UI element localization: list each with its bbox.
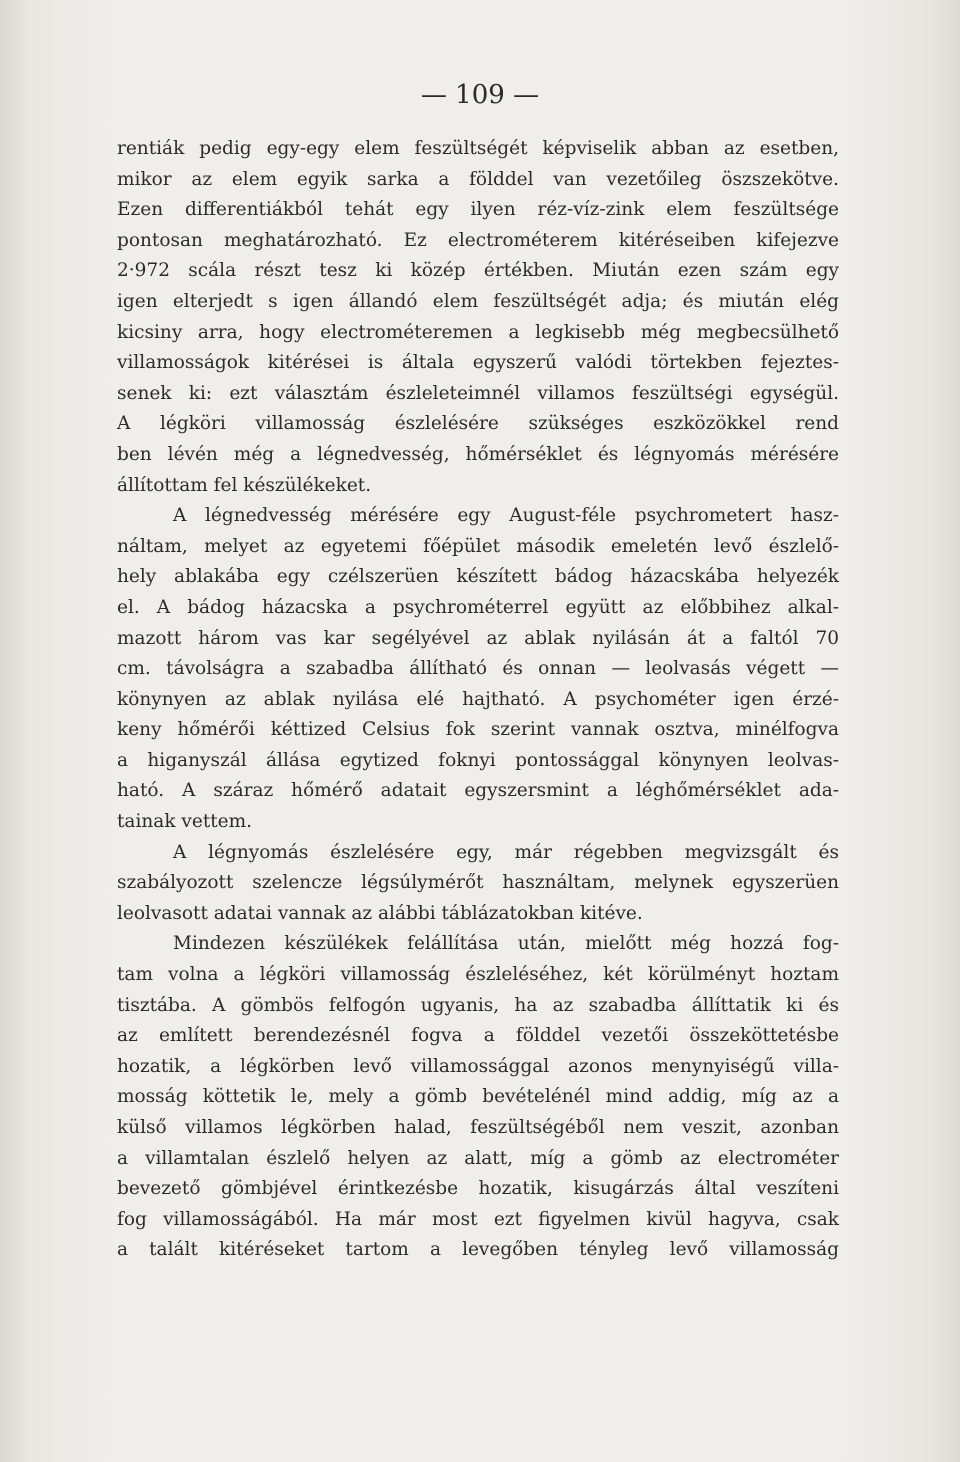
text-line: A légnedvesség mérésére egy August-féle psychrometert hasz-	[173, 505, 839, 527]
text-line: hozatik, a légkörben levő villamossággal azonos menynyiségű villa-	[117, 1055, 839, 1077]
text-line: A légnyomás észlelésére egy, már régebben megvizsgált és	[173, 841, 839, 863]
text-line: könynyen az ablak nyilása elé hajtható. A psychométer igen érzé-	[117, 688, 839, 710]
text-line: rentiák pedig egy-egy elem feszültségét képviselik abban az esetben,	[117, 138, 839, 159]
body-text	[117, 134, 839, 1266]
text-line: pontosan meghatározható. Ez electrométerem kitéréseiben kifejezve	[117, 229, 839, 251]
text-line: cm. távolságra a szabadba állítható és onnan — leolvasás végett —	[117, 658, 839, 680]
text-line: villamosságok kitérései is általa egyszerű valódi törtekben fejeztes-	[117, 352, 839, 374]
text-line: tisztába. A gömbös felfogón ugyanis, ha az szabadba állíttatik ki és	[117, 994, 839, 1016]
text-line: keny hőmérői kéttized Celsius fok szerint vannak osztva, minélfogva	[117, 719, 839, 741]
page-number: — 109 —	[420, 80, 540, 110]
text-line: állítottam fel készülékeket.	[117, 474, 372, 496]
text-line: el. A bádog házacska a psychrométerrel együtt az előbbihez alkal-	[117, 596, 839, 618]
text-line: külső villamos légkörben halad, feszültségéből nem veszit, azonban	[117, 1117, 839, 1138]
text-line: tam volna a légköri villamosság észleléséhez, két körülményt hoztam	[117, 964, 839, 986]
text-line: mosság köttetik le, mely a gömb bevételénél mind addig, míg az a	[117, 1086, 839, 1108]
text-line: senek ki: ezt választám észleleteimnél villamos feszültségi egységül.	[117, 382, 839, 404]
text-line: mazott három vas kar segélyével az ablak nyilásán át a faltól 70	[117, 627, 839, 649]
text-line: igen elterjedt s igen állandó elem feszültségét adja; és miután elég	[117, 290, 839, 312]
text-line: A légköri villamosság észlelésére szükséges eszközökkel rend	[117, 413, 839, 435]
text-line: náltam, melyet az egyetemi főépület második emeletén levő észlelő-	[117, 535, 839, 557]
text-line: hely ablakába egy czélszerüen készített bádog házacskába helyezék	[117, 566, 839, 588]
text-line: a talált kitéréseket tartom a levegőben tényleg levő villamosság	[117, 1239, 839, 1261]
text-line: tainak vettem.	[117, 811, 253, 833]
text-line: Ezen differentiákból tehát egy ilyen réz-víz-zink elem feszültsége	[117, 199, 839, 221]
text-line: ben lévén még a légnedvesség, hőmérséklet és légnyomás mérésére	[117, 443, 839, 465]
text-line: kicsiny arra, hogy electrométeremen a legkisebb még megbecsülhető	[117, 321, 839, 343]
text-line: ható. A száraz hőmérő adatait egyszersmint a léghőmérséklet ada-	[117, 780, 839, 802]
text-line: szabályozott szelencze légsúlymérőt használtam, melynek egyszerüen	[117, 872, 839, 894]
text-line: fog villamosságából. Ha már most ezt figyelmen kivül hagyva, csak	[117, 1208, 839, 1230]
text-line: a higanyszál állása egytized foknyi pontossággal könynyen leolvas-	[117, 749, 839, 771]
text-line: 2·972 scála részt tesz ki közép értékben. Miután ezen szám egy	[117, 260, 839, 282]
text-line: leolvasott adatai vannak az alábbi táblázatokban kitéve.	[117, 902, 643, 924]
text-line: az említett berendezésnél fogva a földdel vezetői összeköttetésbe	[117, 1025, 839, 1047]
text-line: bevezető gömbjével érintkezésbe hozatik, kisugárzás által veszíteni	[117, 1178, 839, 1200]
text-line: mikor az elem egyik sarka a földdel van vezetőileg öszszekötve.	[117, 168, 839, 190]
text-line: a villamtalan észlelő helyen az alatt, míg a gömb az electrométer	[117, 1147, 839, 1169]
text-line: Mindezen készülékek felállítása után, mielőtt még hozzá fog-	[173, 933, 839, 955]
